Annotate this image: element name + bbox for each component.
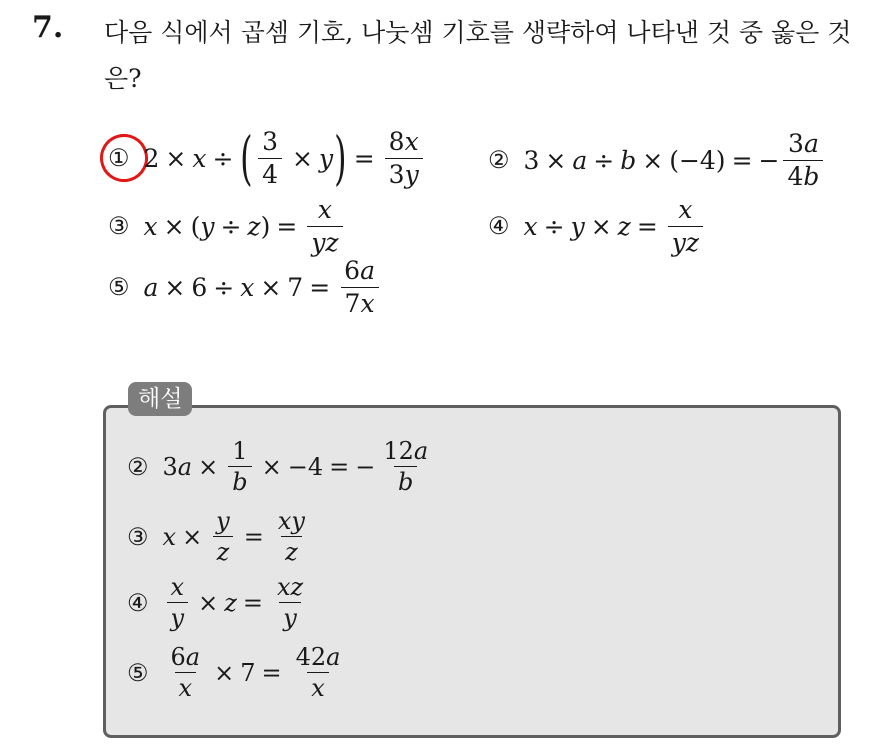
option-5[interactable]: ⑤ a × 6 ÷ x × 7 = $\frac{6a}{7x}$ — [108, 257, 383, 317]
option-4[interactable]: ④ x ÷ y × z = $\frac{x}{yz}$ — [488, 196, 707, 256]
option-1[interactable]: ① 2 × x ÷ ( $\frac{3}{4}$ × y ) = $\frac{8x}{3y}$ — [108, 128, 427, 188]
option-3-number: ③ — [108, 212, 130, 240]
solution-line-4-number: ④ — [127, 588, 149, 617]
option-2[interactable]: ② 3 × a ÷ b × (−4) = − $\frac{3a}{4b}$ — [488, 130, 827, 190]
question-text: 다음 식에서 곱셈 기호, 나눗셈 기호를 생략하여 나타낸 것 중 옳은 것은? — [104, 18, 852, 93]
solution-line-4: ④ $\frac{x}{y}$ × z = $\frac{xz}{y}$ — [127, 573, 304, 633]
solution-label: 해설 — [128, 382, 192, 416]
option-2-number: ② — [488, 146, 510, 174]
solution-line-3-number: ③ — [127, 522, 149, 551]
solution-line-5-number: ⑤ — [127, 658, 149, 687]
option-3[interactable]: ③ x × ( y ÷ z ) = $\frac{x}{yz}$ — [108, 196, 347, 256]
solution-line-5: ⑤ $\frac{6a}{x}$ × 7 = $\frac{42a}{x}$ — [127, 643, 341, 703]
solution-line-2: ② 3a × $\frac{1}{b}$ × −4 = − $\frac{12a}{b}$ — [127, 437, 429, 497]
question-number: 7. — [32, 10, 64, 45]
option-4-number: ④ — [488, 212, 510, 240]
solution-line-3: ③ x × $\frac{y}{z}$ = $\frac{xy}{z}$ — [127, 507, 305, 567]
solution-line-2-number: ② — [127, 452, 149, 481]
option-1-number: ① — [108, 144, 130, 172]
option-5-number: ⑤ — [108, 273, 130, 301]
